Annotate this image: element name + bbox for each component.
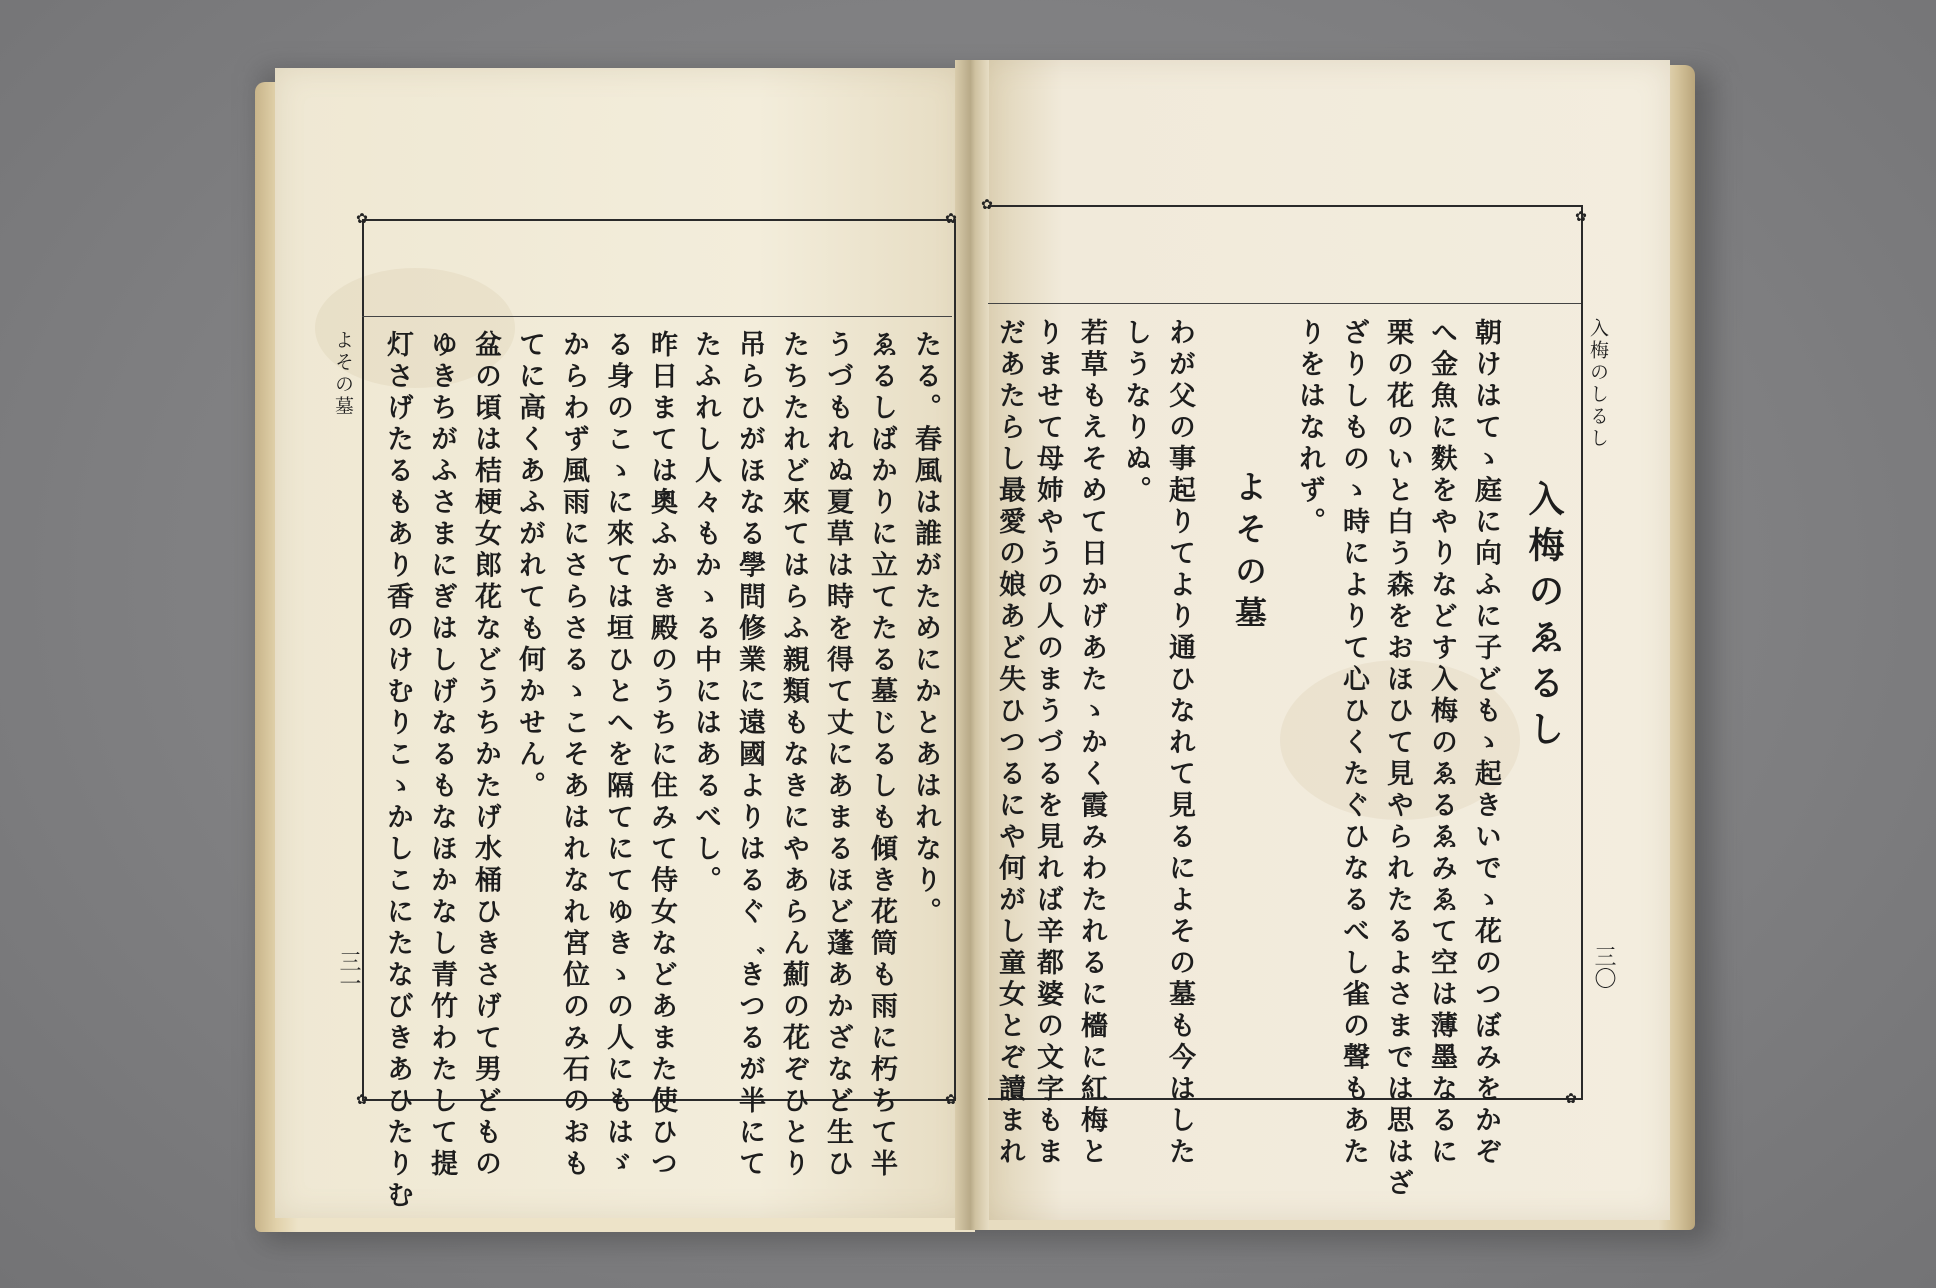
flower-ornament-icon: ✿ xyxy=(945,211,957,227)
text-column: うづもれぬ夏草は時を得て丈にあまるほど蓬あかざなど生ひ xyxy=(822,330,853,1181)
flower-ornament-icon: ✿ xyxy=(1575,209,1587,225)
text-column: てに高くあふがれても何かせん。 xyxy=(514,330,545,803)
section-title: 入梅のゑるし xyxy=(1523,480,1564,756)
section2-title: よその墓 xyxy=(1230,470,1268,638)
text-column: たふれし人々もかゝる中にはあるべし。 xyxy=(690,330,721,897)
text-column: へ金魚に麩をやりなどす入梅のゑるゑみゑて空は薄墨なるに xyxy=(1426,318,1457,1169)
right-header-rule xyxy=(988,303,1581,304)
text-column: 若草もえそめて日かげあたゝかく霞みわたれるに檣に紅梅と xyxy=(1076,318,1107,1169)
flower-ornament-icon: ✿ xyxy=(356,1092,368,1108)
text-column: ざりしものゝ時によりて心ひくたぐひなるべし雀の聲もあた xyxy=(1338,318,1369,1169)
text-column: わが父の事起りてより通ひなれて見るによその墓も今はした xyxy=(1164,318,1195,1169)
right-page-number: 三〇 xyxy=(1591,945,1616,989)
text-column: 朝けはてゝ庭に向ふに子どもゝ起きいでゝ花のつぼみをかぞ xyxy=(1470,318,1501,1169)
text-column: 吊らひがほなる學問修業に遠國よりはるぐ゛きつるが半にて xyxy=(734,330,765,1181)
text-column: りをはなれず。 xyxy=(1294,318,1325,539)
flower-ornament-icon: ✿ xyxy=(945,1092,957,1108)
left-header-rule xyxy=(362,316,952,317)
text-column: りませて母姉やうの人のまうづるを見れば辛都婆の文字もま xyxy=(1032,318,1063,1169)
flower-ornament-icon: ✿ xyxy=(1565,1091,1577,1107)
flower-ornament-icon: ✿ xyxy=(356,211,368,227)
book-gutter xyxy=(955,60,989,1230)
text-column: しうなりぬ。 xyxy=(1120,318,1151,507)
text-column: たる。春風は誰がためにかとあはれなり。 xyxy=(910,330,941,929)
text-column: たちたれど來てはらふ親類もなきにやあらん薊の花ぞひとり xyxy=(778,330,809,1181)
flower-ornament-icon: ✿ xyxy=(981,197,993,213)
left-page-number: 三一 xyxy=(336,950,361,994)
right-running-head: 入梅のしるし xyxy=(1587,318,1609,450)
text-column: 盆の頃は桔梗女郎花などうちかたげ水桶ひきさげて男どもの xyxy=(470,330,501,1181)
text-column: 昨日まては奧ふかき殿のうちに住みて侍女などあまた使ひつ xyxy=(646,330,677,1181)
text-column: 栗の花のいと白う森をおほひて見やられたるよさまでは思はざ xyxy=(1382,318,1413,1200)
text-column: からわず風雨にさらさるゝこそあはれなれ宮位のみ石のおも xyxy=(558,330,589,1181)
text-column: だあたらし最愛の娘あど失ひつるにや何がし童女とぞ讀まれ xyxy=(994,318,1025,1169)
left-running-head: よその墓 xyxy=(332,330,354,418)
text-column: る身のこゝに來ては垣ひとへを隔てにてゆきゝの人にもはゞ xyxy=(602,330,633,1181)
text-column: ゆきちがふさまにぎはしげなるもなほかなし青竹わたして提 xyxy=(426,330,457,1181)
text-column: 灯さげたるもあり香のけむりこゝかしこにたなびきあひたりむ xyxy=(382,330,413,1212)
text-column: ゑるしばかりに立てたる墓じるしも傾き花筒も雨に朽ちて半 xyxy=(866,330,897,1181)
